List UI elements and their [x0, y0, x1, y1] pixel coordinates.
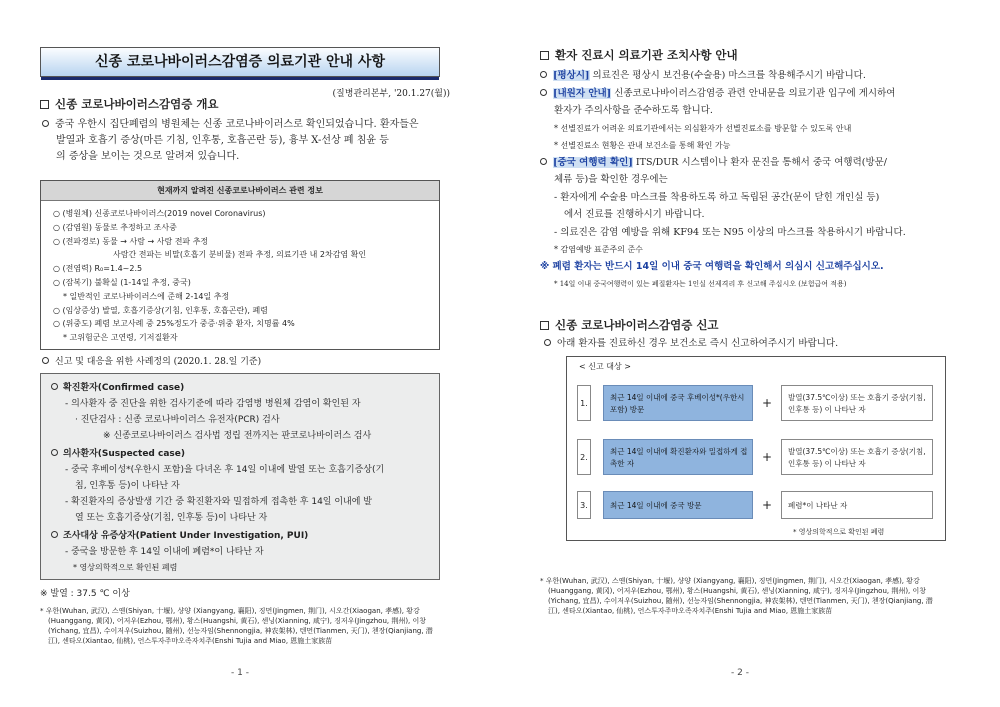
row-number: 2. — [577, 439, 591, 475]
circle-bullet-icon — [540, 89, 547, 96]
list-item: 체류 등)을 확인한 경우에는 — [554, 174, 668, 185]
case-definition-line: 신고 및 대응을 위한 사례정의 (2020.1. 28.일 기준) — [42, 356, 261, 368]
list-item: - 의료진은 감염 예방을 위해 KF94 또는 N95 이상의 마스크를 착용하시기 바랍니다. — [554, 226, 906, 238]
target-row — [567, 435, 945, 479]
info-box — [40, 180, 440, 350]
row-number: 3. — [577, 491, 591, 519]
list-item: * 선별진료소 현황은 관내 보건소를 통해 확인 가능 — [554, 140, 731, 150]
footnote: * 우한(Wuhan, 武汉), 스옌(Shiyan, 十堰), 샹양 (Xiangyang, 襄阳), 징먼(Jingmen, 荆门), 시오간(Xiaogan, 孝感), 황강 (Huanggang, 黄冈), 어저우(Ezhou, 鄂州), 황스(Huangshi, 黄石), 센닝(Xianning, 咸宁), 징저우(Jingzhou, 荆州), 이창 (Yichang, 宜昌), 수이저우(Suizhou, 随州), 선능자임(Shennongjia, 神农架林), 텐먼(Tianmen, 天门), 첸장(Qianjiang, 潜 江), 센타오(Xiantao, 仙桃), 언스투자주먀오족자치주(Enshi Tujia and Miao, 恩施土家族苗 — [540, 577, 933, 615]
fever-note: ※ 발열 : 37.5 ℃ 이상 — [40, 589, 130, 599]
target-symptom: 발열(37.5℃이상) 또는 호흡기 증상(기침, 인후통 등) 이 나타난 자 — [781, 385, 933, 421]
info-list — [53, 207, 433, 345]
list-item: - 중국 후베이성*(우한시 포함)을 다녀온 후 14일 이내에 발열 또는 호흡기증상(기 — [65, 465, 385, 475]
page-1 — [0, 0, 480, 707]
target-note: * 영상의학적으로 확인된 폐렴 — [793, 528, 885, 536]
list-item: ○ (위중도) 폐렴 보고사례 중 25%정도가 중증·위중 환자, 치명률 4% — [53, 319, 295, 329]
target-condition: 최근 14일 이내에 확진환자와 밀접하게 접촉한 자 — [603, 439, 753, 475]
warning-subtext: * 14일 이내 중국여행력이 있는 폐질환자는 1인실 선제격리 후 신고해 주십시오 (보험급여 적용) — [554, 279, 847, 288]
footnote: * 우한(Wuhan, 武汉), 스옌(Shiyan, 十堰), 샹양 (Xiangyang, 襄阳), 징먼(Jingmen, 荆门), 시오간(Xiaogan, 孝感), 황강 (Huanggang, 黄冈), 어저우(Ezhou, 鄂州), 황스(Huangshi, 黄石), 센닝(Xianning, 咸宁), 징저우(Jingzhou, 荆州), 이창 (Yichang, 宜昌), 수이저우(Suizhou, 随州), 선능자임(Shennongjia, 神农架林), 텐먼(Tianmen, 天门), 첸장(Qianjiang, 潜 江), 센타오(Xiantao, 仙桃), 언스투자주먀오족자치주(Enshi Tujia and Miao, 恩施土家族苗 — [40, 607, 433, 645]
list-item: ○ (임상증상) 발열, 호흡기증상(기침, 인후통, 호흡곤란), 폐렴 — [53, 305, 268, 315]
circle-bullet-icon — [51, 531, 58, 538]
page-2 — [520, 0, 1000, 707]
suspected-case-title: 의사환자(Suspected case) — [51, 446, 435, 462]
report-target-box — [566, 356, 946, 541]
list-item: ※ 신종코로나바이러스 검사법 정립 전까지는 판코로나바이러스 검사 — [103, 431, 372, 441]
list-item: 침, 인후통 등)이 나타난 자 — [75, 481, 180, 491]
target-row — [567, 487, 945, 527]
list-item: ○ (잠복기) 불확실 (1-14일 추정, 중국) — [53, 277, 191, 287]
circle-bullet-icon — [42, 357, 49, 364]
list-item: ○ (전염력) R₀=1.4~2.5 — [53, 264, 143, 274]
target-row — [567, 381, 945, 425]
report-line: 아래 환자를 진료하신 경우 보건소로 즉시 신고하여주시기 바랍니다. — [544, 335, 838, 349]
list-item: * 영상의학적으로 확인된 폐렴 — [73, 563, 178, 572]
list-item: * 일반적인 코로나바이러스에 준해 2-14일 추정 — [63, 291, 230, 301]
circle-bullet-icon — [540, 71, 547, 78]
circle-bullet-icon — [42, 120, 49, 127]
list-item: 사람간 전파는 비말(호흡기 분비물) 전파 추정, 의료기관 내 2차감염 확인 — [113, 250, 367, 260]
list-item: - 확진환자의 증상발생 기간 중 확진환자와 밀접하게 접촉한 후 14일 이내에 발 — [65, 497, 372, 507]
list-item: [평상시] 의료진은 평상시 보건용(수술용) 마스크를 착용해주시기 바랍니다. — [540, 67, 980, 85]
list-item: 환자가 주의사항을 준수하도록 합니다. — [554, 105, 713, 116]
case-definition-box — [40, 373, 440, 580]
square-bullet-icon — [540, 51, 549, 60]
target-symptom: 폐렴*이 나타난 자 — [781, 491, 933, 519]
list-item: ○ (병원체) 신종코로나바이러스(2019 novel Coronavirus) — [53, 209, 266, 218]
list-item: · 진단검사 : 신종 코로나바이러스 유전자(PCR) 검사 — [75, 415, 280, 425]
square-bullet-icon — [540, 321, 549, 330]
list-item: [내원자 안내] 신종코로나바이러스감염증 관련 안내문을 의료기관 입구에 게시하여 — [540, 85, 980, 103]
report-heading: 신종 코로나바이러스감염증 신고 — [540, 317, 719, 333]
square-bullet-icon — [40, 100, 49, 109]
confirmed-case-title: 확진환자(Confirmed case) — [51, 380, 435, 396]
measures-heading: 환자 진료시 의료기관 조치사항 안내 — [540, 47, 738, 63]
info-box-title: 현재까지 알려진 신종코로나바이러스 관련 정보 — [41, 181, 439, 201]
document-title — [40, 47, 440, 77]
plus-sign: + — [761, 498, 773, 512]
row-number: 1. — [577, 385, 591, 421]
list-item: 에서 진료를 진행하시기 바랍니다. — [564, 209, 705, 220]
plus-sign: + — [761, 450, 773, 464]
source-note: (질병관리본부, '20.1.27(월)) — [332, 89, 450, 99]
list-item: - 의사환자 중 진단을 위한 검사기준에 따라 감염병 병원체 감염이 확인된 자 — [65, 399, 361, 409]
list-item: - 중국을 방문한 후 14일 이내에 폐렴*이 나타난 자 — [65, 547, 264, 557]
circle-bullet-icon — [544, 339, 551, 346]
circle-bullet-icon — [540, 158, 547, 165]
overview-text: 중국 우한시 집단폐렴의 병원체는 신종 코로나바이러스로 확인되었습니다. 환자들은 발열과 호흡기 증상(마른 기침, 인후통, 호흡곤란 등), 흉부 X-선상 폐 침윤 등 의 증상을 보이는 것으로 알려져 있습니다. — [42, 117, 462, 165]
list-item: 열 또는 호흡기증상(기침, 인후통 등)이 나타난 자 — [75, 513, 268, 523]
overview-heading: 신종 코로나바이러스감염증 개요 — [40, 96, 219, 112]
list-item: * 선별진료가 어려운 의료기관에서는 의심환자가 선별진료소를 방문할 수 있도록 안내 — [554, 123, 852, 133]
list-item: * 감염예방 표준주의 준수 — [554, 245, 643, 254]
measures-list — [540, 67, 980, 293]
warning-text: ※ 폐렴 환자는 반드시 14일 이내 중국 여행력을 확인해서 의심시 신고해주십시오. — [540, 261, 884, 272]
page-number: - 1 - — [231, 668, 249, 678]
target-symptom: 발열(37.5℃이상) 또는 호흡기 증상(기침, 인후통 등) 이 나타난 자 — [781, 439, 933, 475]
target-title: < 신고 대상 > — [579, 362, 631, 371]
plus-sign: + — [761, 396, 773, 410]
target-condition: 최근 14일 이내에 중국 방문 — [603, 491, 753, 519]
title-text: 신종 코로나바이러스감염증 의료기관 안내 사항 — [95, 54, 385, 70]
pui-title: 조사대상 유증상자(Patient Under Investigation, PUI) — [51, 528, 435, 544]
list-item: ○ (감염원) 동물로 추정하고 조사중 — [53, 222, 177, 232]
list-item: ○ (전파경로) 동물 → 사람 → 사람 전파 추정 — [53, 236, 209, 246]
list-item: - 환자에게 수술용 마스크를 착용하도록 하고 독립된 공간(문이 닫힌 개인실 등) — [554, 191, 880, 203]
target-condition: 최근 14일 이내에 중국 후베이성*(우한시 포함) 방문 — [603, 385, 753, 421]
page-number: - 2 - — [731, 668, 749, 678]
list-item: [중국 여행력 확인] ITS/DUR 시스템이나 환자 문진을 통해서 중국 여행력(방문/ — [540, 154, 980, 172]
list-item: * 고위험군은 고연령, 기저질환자 — [63, 333, 178, 343]
circle-bullet-icon — [51, 449, 58, 456]
circle-bullet-icon — [51, 383, 58, 390]
